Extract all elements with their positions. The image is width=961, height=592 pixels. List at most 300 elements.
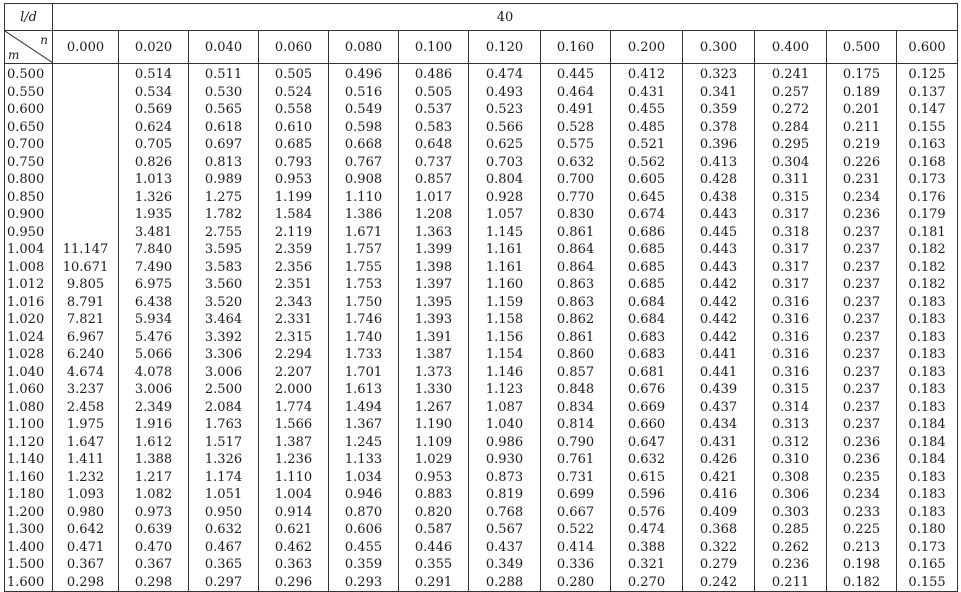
table-cell: 0.237 — [827, 381, 897, 399]
column-header-n: 0.160 — [541, 31, 611, 64]
table-cell: 0.537 — [399, 101, 469, 119]
table-cell: 0.438 — [683, 189, 755, 207]
table-cell: 0.443 — [683, 206, 755, 224]
table-cell: 0.198 — [827, 556, 897, 574]
table-cell: 0.317 — [755, 259, 827, 277]
table-cell: 0.443 — [683, 241, 755, 259]
table-cell: 0.530 — [189, 84, 259, 102]
table-cell: 0.270 — [611, 574, 683, 592]
table-row — [5, 136, 958, 154]
table-cell: 0.234 — [827, 486, 897, 504]
table-cell: 1.411 — [53, 451, 119, 469]
row-m-value: 1.016 — [5, 294, 53, 312]
table-cell: 0.648 — [399, 136, 469, 154]
table-cell: 5.934 — [119, 311, 189, 329]
ld-value: 40 — [53, 4, 958, 31]
table-cell: 0.336 — [541, 556, 611, 574]
table-cell: 0.237 — [827, 329, 897, 347]
table-cell: 0.310 — [755, 451, 827, 469]
table-cell: 0.317 — [755, 276, 827, 294]
table-cell: 0.236 — [827, 206, 897, 224]
table-cell: 0.183 — [897, 311, 958, 329]
table-cell — [53, 84, 119, 102]
table-cell: 0.378 — [683, 119, 755, 137]
table-row — [5, 206, 958, 224]
table-cell: 0.318 — [755, 224, 827, 242]
table-cell: 1.387 — [259, 434, 329, 452]
row-m-value: 1.600 — [5, 574, 53, 592]
table-row — [5, 451, 958, 469]
table-cell: 0.521 — [611, 136, 683, 154]
table-cell: 0.467 — [189, 539, 259, 557]
row-m-value: 1.012 — [5, 276, 53, 294]
table-cell: 2.359 — [259, 241, 329, 259]
table-cell: 0.645 — [611, 189, 683, 207]
table-cell: 0.703 — [469, 154, 541, 172]
table-row — [5, 416, 958, 434]
table-cell: 3.237 — [53, 381, 119, 399]
table-cell: 0.700 — [541, 171, 611, 189]
table-cell: 0.986 — [469, 434, 541, 452]
row-m-value: 1.200 — [5, 504, 53, 522]
table-cell: 0.233 — [827, 504, 897, 522]
table-cell: 0.639 — [119, 521, 189, 539]
table-cell: 1.330 — [399, 381, 469, 399]
table-cell: 0.237 — [827, 364, 897, 382]
table-cell: 0.234 — [827, 189, 897, 207]
table-cell: 0.359 — [683, 101, 755, 119]
table-body — [5, 64, 958, 592]
table-cell: 0.211 — [755, 574, 827, 592]
table-cell: 0.669 — [611, 399, 683, 417]
table-cell: 1.161 — [469, 259, 541, 277]
table-cell: 1.750 — [329, 294, 399, 312]
table-cell: 0.848 — [541, 381, 611, 399]
table-cell: 0.857 — [399, 171, 469, 189]
table-cell: 0.660 — [611, 416, 683, 434]
table-cell: 0.576 — [611, 504, 683, 522]
table-row — [5, 294, 958, 312]
table-cell: 0.443 — [683, 259, 755, 277]
table-cell: 0.826 — [119, 154, 189, 172]
table-cell: 0.676 — [611, 381, 683, 399]
table-cell: 0.737 — [399, 154, 469, 172]
table-cell: 0.182 — [897, 276, 958, 294]
table-cell: 0.610 — [259, 119, 329, 137]
table-cell: 0.183 — [897, 469, 958, 487]
row-m-value: 1.500 — [5, 556, 53, 574]
table-row — [5, 276, 958, 294]
table-cell: 1.753 — [329, 276, 399, 294]
table-cell: 1.029 — [399, 451, 469, 469]
table-cell: 1.763 — [189, 416, 259, 434]
table-cell: 0.298 — [53, 574, 119, 592]
table-cell: 0.298 — [119, 574, 189, 592]
table-cell: 1.584 — [259, 206, 329, 224]
table-cell: 0.814 — [541, 416, 611, 434]
table-cell: 3.595 — [189, 241, 259, 259]
row-m-value: 0.700 — [5, 136, 53, 154]
table-cell: 2.343 — [259, 294, 329, 312]
table-cell: 2.351 — [259, 276, 329, 294]
table-cell: 4.674 — [53, 364, 119, 382]
table-cell: 0.235 — [827, 469, 897, 487]
table-cell: 0.219 — [827, 136, 897, 154]
table-cell: 0.137 — [897, 84, 958, 102]
table-cell: 0.491 — [541, 101, 611, 119]
table-cell: 0.297 — [189, 574, 259, 592]
table-cell: 0.225 — [827, 521, 897, 539]
table-row — [5, 224, 958, 242]
table-cell: 0.862 — [541, 311, 611, 329]
row-m-value: 1.180 — [5, 486, 53, 504]
table-cell: 1.087 — [469, 399, 541, 417]
table-cell: 0.813 — [189, 154, 259, 172]
table-cell: 0.615 — [611, 469, 683, 487]
m-label: m — [8, 48, 20, 62]
table-cell: 0.731 — [541, 469, 611, 487]
table-cell: 1.363 — [399, 224, 469, 242]
row-m-value: 0.950 — [5, 224, 53, 242]
table-cell: 0.226 — [827, 154, 897, 172]
row-m-value: 1.004 — [5, 241, 53, 259]
table-cell: 0.442 — [683, 329, 755, 347]
table-cell: 4.078 — [119, 364, 189, 382]
table-cell: 0.211 — [827, 119, 897, 137]
table-cell: 0.445 — [541, 64, 611, 84]
table-cell: 0.308 — [755, 469, 827, 487]
table-cell: 1.110 — [329, 189, 399, 207]
table-cell: 1.494 — [329, 399, 399, 417]
table-cell: 0.804 — [469, 171, 541, 189]
table-cell: 0.464 — [541, 84, 611, 102]
table-cell: 0.462 — [259, 539, 329, 557]
row-m-value: 0.800 — [5, 171, 53, 189]
table-cell: 0.237 — [827, 399, 897, 417]
table-cell: 0.213 — [827, 539, 897, 557]
table-cell: 0.668 — [329, 136, 399, 154]
row-m-value: 0.600 — [5, 101, 53, 119]
table-cell: 0.288 — [469, 574, 541, 592]
table-cell: 1.160 — [469, 276, 541, 294]
row-m-value: 0.550 — [5, 84, 53, 102]
row-m-value: 1.100 — [5, 416, 53, 434]
table-cell: 1.217 — [119, 469, 189, 487]
table-cell: 0.316 — [755, 364, 827, 382]
column-header-n: 0.060 — [259, 31, 329, 64]
table-cell: 0.562 — [611, 154, 683, 172]
column-header-n: 0.600 — [897, 31, 958, 64]
table-cell: 1.612 — [119, 434, 189, 452]
table-cell: 0.182 — [827, 574, 897, 592]
table-cell — [53, 224, 119, 242]
table-cell: 3.481 — [119, 224, 189, 242]
table-cell: 5.476 — [119, 329, 189, 347]
table-row — [5, 364, 958, 382]
table-row — [5, 434, 958, 452]
table-cell: 0.587 — [399, 521, 469, 539]
table-cell: 0.860 — [541, 346, 611, 364]
table-cell: 0.567 — [469, 521, 541, 539]
table-cell: 1.613 — [329, 381, 399, 399]
table-cell: 1.326 — [189, 451, 259, 469]
table-cell: 0.511 — [189, 64, 259, 84]
table-cell: 0.147 — [897, 101, 958, 119]
table-cell: 0.155 — [897, 119, 958, 137]
table-cell: 0.173 — [897, 539, 958, 557]
table-cell: 7.821 — [53, 311, 119, 329]
table-cell: 0.179 — [897, 206, 958, 224]
table-cell: 0.201 — [827, 101, 897, 119]
table-cell: 0.699 — [541, 486, 611, 504]
table-cell: 0.768 — [469, 504, 541, 522]
row-m-value: 1.140 — [5, 451, 53, 469]
table-cell: 0.549 — [329, 101, 399, 119]
table-cell: 0.279 — [683, 556, 755, 574]
table-cell: 1.387 — [399, 346, 469, 364]
row-m-value: 1.060 — [5, 381, 53, 399]
table-row — [5, 154, 958, 172]
table-row — [5, 486, 958, 504]
table-cell: 1.057 — [469, 206, 541, 224]
table-cell: 0.632 — [189, 521, 259, 539]
table-cell: 0.431 — [683, 434, 755, 452]
table-cell: 0.441 — [683, 346, 755, 364]
table-cell: 1.517 — [189, 434, 259, 452]
table-cell: 0.262 — [755, 539, 827, 557]
table-cell: 0.182 — [897, 241, 958, 259]
table-cell: 0.284 — [755, 119, 827, 137]
table-cell: 3.306 — [189, 346, 259, 364]
table-row — [5, 84, 958, 102]
row-m-value: 1.008 — [5, 259, 53, 277]
table-cell: 0.455 — [611, 101, 683, 119]
table-cell: 0.237 — [827, 416, 897, 434]
table-cell: 1.388 — [119, 451, 189, 469]
table-cell: 1.236 — [259, 451, 329, 469]
table-cell: 1.190 — [399, 416, 469, 434]
table-cell: 0.439 — [683, 381, 755, 399]
table-cell: 2.294 — [259, 346, 329, 364]
table-cell: 0.237 — [827, 294, 897, 312]
table-cell: 1.208 — [399, 206, 469, 224]
column-header-n: 0.120 — [469, 31, 541, 64]
table-cell: 1.004 — [259, 486, 329, 504]
table-cell: 0.437 — [683, 399, 755, 417]
table-cell: 1.395 — [399, 294, 469, 312]
table-cell: 1.082 — [119, 486, 189, 504]
table-cell: 0.681 — [611, 364, 683, 382]
table-cell: 1.123 — [469, 381, 541, 399]
table-cell: 0.175 — [827, 64, 897, 84]
table-cell: 0.624 — [119, 119, 189, 137]
table-cell: 1.017 — [399, 189, 469, 207]
table-row — [5, 329, 958, 347]
table-cell: 0.516 — [329, 84, 399, 102]
table-cell: 2.458 — [53, 399, 119, 417]
table-cell: 0.236 — [827, 451, 897, 469]
row-m-value: 1.300 — [5, 521, 53, 539]
table-cell: 0.883 — [399, 486, 469, 504]
table-cell: 0.414 — [541, 539, 611, 557]
table-cell: 0.861 — [541, 329, 611, 347]
table-cell: 1.935 — [119, 206, 189, 224]
table-cell: 0.163 — [897, 136, 958, 154]
table-cell: 3.583 — [189, 259, 259, 277]
table-cell: 0.973 — [119, 504, 189, 522]
table-cell: 0.413 — [683, 154, 755, 172]
table-cell: 1.133 — [329, 451, 399, 469]
table-cell: 1.040 — [469, 416, 541, 434]
table-cell: 0.125 — [897, 64, 958, 84]
table-cell: 1.647 — [53, 434, 119, 452]
row-m-value: 1.024 — [5, 329, 53, 347]
table-cell: 0.295 — [755, 136, 827, 154]
table-cell: 2.356 — [259, 259, 329, 277]
diagonal-header-cell — [5, 31, 53, 64]
column-header-n: 0.020 — [119, 31, 189, 64]
table-cell: 0.421 — [683, 469, 755, 487]
table-cell: 0.155 — [897, 574, 958, 592]
table-cell: 0.237 — [827, 241, 897, 259]
table-cell: 0.280 — [541, 574, 611, 592]
table-cell: 0.686 — [611, 224, 683, 242]
table-row — [5, 469, 958, 487]
table-cell: 1.154 — [469, 346, 541, 364]
table-cell: 0.834 — [541, 399, 611, 417]
table-cell: 0.870 — [329, 504, 399, 522]
table-cell: 0.321 — [611, 556, 683, 574]
table-cell: 0.908 — [329, 171, 399, 189]
table-row — [5, 381, 958, 399]
table-cell: 1.156 — [469, 329, 541, 347]
table-cell — [53, 171, 119, 189]
table-cell: 0.861 — [541, 224, 611, 242]
table-row — [5, 346, 958, 364]
table-cell: 0.237 — [827, 311, 897, 329]
coefficient-table-wrapper — [4, 3, 957, 592]
table-cell: 0.183 — [897, 329, 958, 347]
table-cell: 1.232 — [53, 469, 119, 487]
table-cell: 0.426 — [683, 451, 755, 469]
column-header-n: 0.400 — [755, 31, 827, 64]
table-cell: 0.471 — [53, 539, 119, 557]
table-cell: 3.560 — [189, 276, 259, 294]
table-cell: 0.705 — [119, 136, 189, 154]
table-cell: 1.158 — [469, 311, 541, 329]
table-cell: 0.950 — [189, 504, 259, 522]
table-cell: 0.355 — [399, 556, 469, 574]
table-cell: 0.446 — [399, 539, 469, 557]
table-cell: 0.236 — [755, 556, 827, 574]
table-cell: 0.830 — [541, 206, 611, 224]
table-cell: 0.442 — [683, 311, 755, 329]
table-cell: 0.820 — [399, 504, 469, 522]
table-cell: 0.914 — [259, 504, 329, 522]
table-cell: 0.684 — [611, 311, 683, 329]
row-m-value: 0.900 — [5, 206, 53, 224]
table-cell — [53, 136, 119, 154]
table-cell: 3.006 — [119, 381, 189, 399]
table-cell: 0.291 — [399, 574, 469, 592]
table-cell: 0.980 — [53, 504, 119, 522]
table-cell: 0.606 — [329, 521, 399, 539]
table-cell: 0.598 — [329, 119, 399, 137]
ld-label: l/d — [5, 4, 53, 31]
table-cell — [53, 206, 119, 224]
table-cell: 6.438 — [119, 294, 189, 312]
table-cell: 0.618 — [189, 119, 259, 137]
table-cell: 11.147 — [53, 241, 119, 259]
table-cell: 1.013 — [119, 171, 189, 189]
table-cell: 0.184 — [897, 451, 958, 469]
table-cell: 1.391 — [399, 329, 469, 347]
table-cell: 0.505 — [259, 64, 329, 84]
table-cell: 0.523 — [469, 101, 541, 119]
table-cell: 0.317 — [755, 206, 827, 224]
table-cell: 0.819 — [469, 486, 541, 504]
table-cell: 1.109 — [399, 434, 469, 452]
table-cell: 0.864 — [541, 259, 611, 277]
table-cell: 0.189 — [827, 84, 897, 102]
table-cell: 0.496 — [329, 64, 399, 84]
table-cell: 1.774 — [259, 399, 329, 417]
table-cell — [53, 154, 119, 172]
table-cell: 0.953 — [259, 171, 329, 189]
table-cell: 0.441 — [683, 364, 755, 382]
table-cell: 0.396 — [683, 136, 755, 154]
table-cell: 0.311 — [755, 171, 827, 189]
table-cell: 1.398 — [399, 259, 469, 277]
table-cell: 0.183 — [897, 381, 958, 399]
table-cell: 1.566 — [259, 416, 329, 434]
table-cell: 0.304 — [755, 154, 827, 172]
table-cell: 0.474 — [611, 521, 683, 539]
table-cell: 1.701 — [329, 364, 399, 382]
row-m-value: 1.120 — [5, 434, 53, 452]
row-m-value: 0.850 — [5, 189, 53, 207]
table-cell: 0.306 — [755, 486, 827, 504]
table-cell: 3.392 — [189, 329, 259, 347]
table-cell: 0.367 — [119, 556, 189, 574]
table-cell: 0.416 — [683, 486, 755, 504]
table-row — [5, 189, 958, 207]
row-m-value: 1.040 — [5, 364, 53, 382]
table-row — [5, 539, 958, 557]
table-cell: 1.782 — [189, 206, 259, 224]
table-cell: 2.207 — [259, 364, 329, 382]
table-cell: 0.863 — [541, 276, 611, 294]
table-cell: 0.181 — [897, 224, 958, 242]
table-cell: 0.184 — [897, 416, 958, 434]
table-cell: 2.500 — [189, 381, 259, 399]
table-cell: 0.569 — [119, 101, 189, 119]
table-cell: 0.583 — [399, 119, 469, 137]
table-row — [5, 311, 958, 329]
table-cell: 0.237 — [827, 224, 897, 242]
table-cell: 0.953 — [399, 469, 469, 487]
table-cell: 0.442 — [683, 276, 755, 294]
table-cell: 0.237 — [827, 259, 897, 277]
table-cell: 0.770 — [541, 189, 611, 207]
row-m-value: 1.400 — [5, 539, 53, 557]
column-header-n: 0.200 — [611, 31, 683, 64]
table-cell: 0.642 — [53, 521, 119, 539]
table-cell: 0.524 — [259, 84, 329, 102]
table-cell: 0.632 — [541, 154, 611, 172]
table-cell: 0.409 — [683, 504, 755, 522]
table-cell: 0.315 — [755, 189, 827, 207]
